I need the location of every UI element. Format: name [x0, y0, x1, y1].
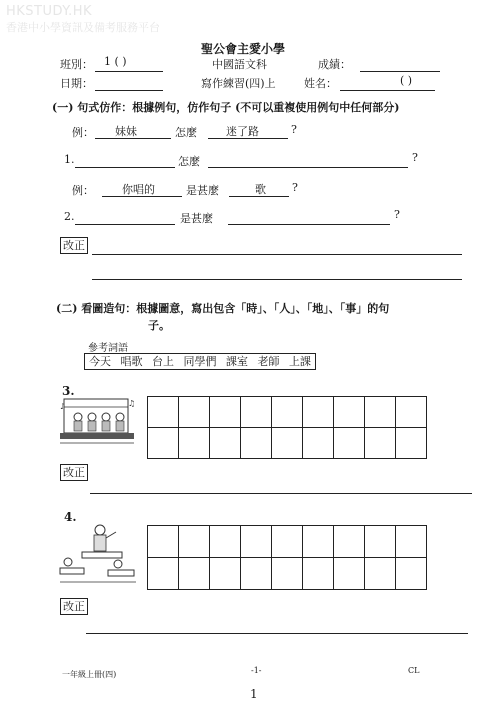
class-underline: [95, 71, 163, 72]
question1-field-a[interactable]: [75, 167, 175, 168]
score-label: 成績：: [318, 58, 351, 71]
date-field[interactable]: [95, 90, 163, 91]
writing-grid-q3[interactable]: [147, 396, 427, 459]
svg-text:♪: ♪: [60, 402, 66, 411]
footer-page-marker: -1-: [251, 666, 262, 675]
question1-field-b[interactable]: [208, 167, 408, 168]
name-field[interactable]: [340, 90, 435, 91]
correction-label-4: 改正: [60, 598, 88, 615]
example1-qmark: ?: [291, 123, 297, 136]
correction-label-3: 改正: [60, 464, 88, 481]
correction-line-1b[interactable]: [92, 279, 462, 280]
paper-title: 寫作練習(四)上: [201, 77, 276, 90]
subject: 中國語文科: [212, 58, 267, 71]
example1-underline-b: [208, 138, 288, 139]
reference-words: 今天 唱歌 台上 同學們 課室 老師 上課: [84, 353, 316, 370]
writing-grid-q4[interactable]: [147, 525, 427, 590]
example2-underline-a: [102, 196, 182, 197]
example1-subject: 妹妹: [115, 125, 137, 138]
section2-title: (二) 看圖造句：根據圖意，寫出包含「時」、「人」、「地」、「事」的句: [56, 302, 390, 315]
question2-number: 2.: [64, 210, 75, 223]
example2-connector: 是甚麼: [186, 184, 219, 197]
question1-number: 1.: [64, 153, 75, 166]
classroom-teacher-illustration: [58, 522, 138, 584]
question2-qmark: ?: [394, 208, 400, 221]
section1-title: (一) 句式仿作：根據例句，仿作句子 (不可以重複使用例句中任何部分): [52, 101, 400, 114]
score-field[interactable]: [360, 71, 440, 72]
question3-number: 3.: [62, 384, 75, 398]
question1-connector: 怎麼: [178, 155, 200, 168]
question4-number: 4.: [64, 510, 77, 524]
section2-title-continued: 子。: [148, 319, 170, 332]
example1-predicate: 迷了路: [226, 125, 259, 138]
school-name: 聖公會主愛小學: [201, 42, 286, 56]
singing-on-stage-illustration: [58, 397, 138, 453]
example2-qmark: ?: [292, 181, 298, 194]
name-class-number: ( ): [400, 74, 413, 87]
name-label: 姓名：: [304, 77, 337, 90]
example2-underline-b: [229, 196, 289, 197]
example1-underline-a: [95, 138, 171, 139]
correction-label-1: 改正: [60, 237, 88, 254]
date-label: 日期：: [60, 77, 93, 90]
footer-grade: 一年級上冊(四): [62, 670, 117, 679]
question2-connector: 是甚麼: [180, 212, 213, 225]
example2-label: 例：: [72, 184, 94, 197]
page-number: 1: [250, 687, 258, 701]
example1-connector: 怎麼: [175, 126, 197, 139]
class-label: 班別：: [60, 58, 93, 71]
class-value: 1 ( ): [104, 55, 127, 68]
example1-label: 例：: [72, 126, 94, 139]
watermark-tagline: 香港中小學資訊及備考服務平台: [6, 21, 160, 34]
reference-words-label: 參考詞語: [88, 343, 128, 354]
svg-text:♫: ♫: [128, 399, 136, 408]
example2-predicate: 歌: [255, 183, 266, 196]
example2-subject: 你唱的: [122, 183, 155, 196]
watermark-brand: HKSTUDY.HK: [6, 4, 93, 19]
correction-line-1a[interactable]: [92, 254, 462, 255]
question2-field-b[interactable]: [228, 224, 390, 225]
footer-code: CL: [408, 666, 420, 675]
correction-line-3[interactable]: [90, 493, 472, 494]
question2-field-a[interactable]: [75, 224, 175, 225]
question1-qmark: ?: [412, 151, 418, 164]
correction-line-4[interactable]: [86, 633, 468, 634]
